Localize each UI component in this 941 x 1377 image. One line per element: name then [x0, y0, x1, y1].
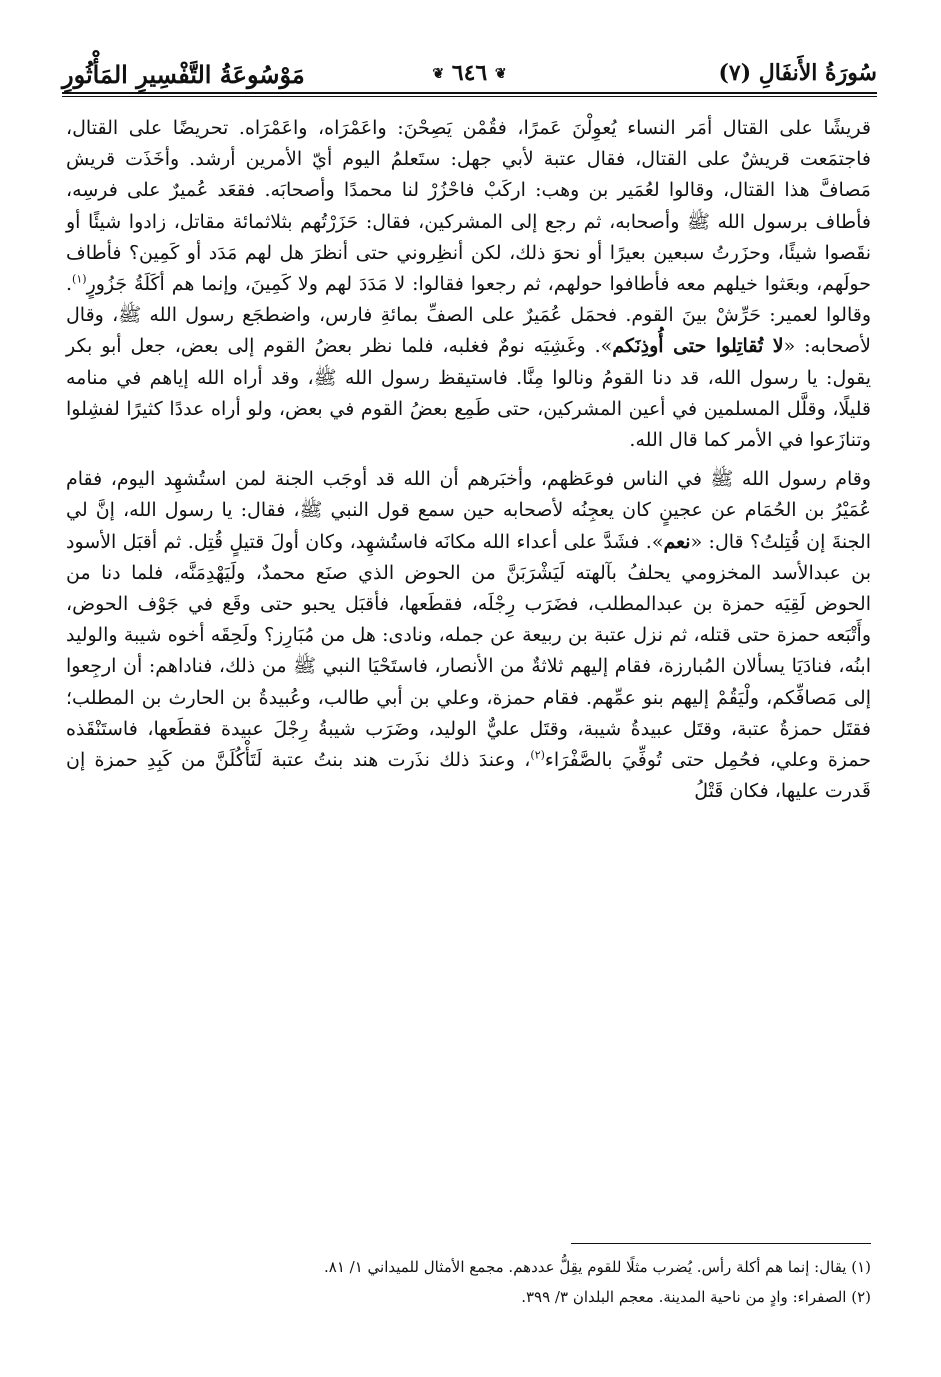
text-line: نقَصوا شيئًا، وحزَرتُ سبعين بعيرًا أو نحوَ ذلك، لكن أنظِروني حتى أنظرَ هل لهم: [244, 241, 871, 264]
text-line: بكر يقول: يا رسول الله، قد دنا القومُ ونالوا مِنَّا. فاستيقظ رسول الله ﷺ، وقد: [66, 335, 871, 389]
text-line: اركَبْ فاحْزُرْ لنا محمدًا وأصحابَه. فقعَد عُميرٌ على فرسِه، فأطاف برسول الله ﷺ: [66, 179, 871, 233]
footnotes: [66, 1252, 871, 1312]
page-header: [62, 58, 877, 98]
book-title: مَوْسُوعَةُ التَّفْسِيرِ المَأْثُورِ: [62, 60, 305, 89]
text-line: ،: [524, 749, 531, 772]
text-line: وقَع في جَوْف الحوض، وأَتْبَعه حمزة حتى قتله، ثم نزل عتبة بن ربيعة عن جمله،: [66, 593, 871, 647]
ornament-right-icon: ❦: [494, 66, 507, 82]
text-line: القوم في بعض، ولو أراه عددًا كثيرًا لفشِلوا وتنازَعوا في الأمر كما قال الله.: [66, 397, 871, 452]
paragraph-2: [66, 464, 871, 807]
text-line: قريشًا على القتال أمَر النساء يُعوِلْنَ عَمرًا، فقُمْن يَصِحْنَ: واعَمْرَاه، واعَمْرَاه.: [238, 117, 871, 139]
header-rule: [62, 92, 877, 94]
ornament-left-icon: ❦: [432, 66, 445, 82]
footnote-2: (٢) الصفراء: وادٍ من ناحية المدينة. معجم البلدان ٣/ ٣٩٩.: [521, 1288, 871, 1306]
text-line: النبي ﷺ، فقال: يا رسول الله، إنَّ لي الجنةَ إن قُتِلتُ؟ قال: «: [66, 499, 871, 553]
text-line: ». وغَشِيَه نومٌ فغلبه، فلما نظر بعضُ القوم إلى بعض، جعل أبو: [101, 335, 613, 358]
text-line: أعداء الله مكانَه فاستُشهِد، وكان أولَ قتيلٍ قُتِل. ثم أقبَل الأسود بن عبدالأسد: [66, 530, 871, 584]
text-line: وأصحابه، ثم رجع إلى المشركين، فقال: حَزَرْتُهم بثلاثمائة مقاتل، زادوا شيئًا أو: [66, 210, 680, 233]
text-line: ». فشَدَّ على: [563, 530, 664, 553]
header-rule-thin: [62, 96, 877, 97]
text-line: من الحوض لَقِيَه حمزة بن عبدالمطلب، فضَرَب رِجْلَه، فقطَعها، فأقبَل يحبو حتى: [66, 561, 871, 616]
footnote-separator: [571, 1243, 871, 1244]
page-number: ٦٤٦: [451, 60, 488, 86]
hadith-quote: لا تُقاتِلوا حتى أُوذِنَكم: [612, 335, 784, 358]
text-line: . وقالوا لعمير: حَرِّشْ بينَ القوم.: [66, 273, 871, 327]
text-line: شيبةُ رِجْلَ عبيدة فقطَعها، فاستَنْقَذه حمزة وعلي، فحُمِل حتى تُوفِّيَ بالصَّفْرَاء: [66, 717, 871, 772]
paragraph-1: [66, 113, 871, 456]
text-line: اليوم أيّ الأمرين أرشد. وأخَذَت قريش مَصافَّ هذا القتال، وقالوا لعُمَير بن وهب:: [66, 148, 871, 202]
text-line: مَصافِّكم، ولْيَقُمْ إليهم بنو عمِّهم. فقام حمزة، وعلي بن أبي طالب، وعُبيدةُ بن: [231, 686, 837, 709]
text-line: فحمَل عُمَيرٌ على الصفِّ بمائةِ فارس، واضطجَع رسول الله ﷺ، وقال لأصحابه: «: [66, 304, 871, 358]
footnote-2-marker[interactable]: (٢): [530, 748, 545, 762]
text-line: استُشهِد اليوم، فقام عُمَيْرُ بن الحُمَام عن عجينٍ كان يعجِنُه لأصحابه حين سمع قول: [66, 468, 872, 522]
footnote-1-marker[interactable]: (١): [72, 272, 87, 286]
text-line: لا مَدَدَ لهم ولا كَمِينَ، وإنما هم أكَلَةُ جَزُورٍ: [86, 273, 406, 296]
footnote-1: (١) يقال: إنما هم أكلة رأس. يُضرب مثلًا للقوم يقِلُّ عددهم. مجمع الأمثال للميداني ١/ ٨١.: [323, 1258, 871, 1276]
main-text: [66, 113, 871, 807]
text-line: ونادى: هل من مُبَارِز؟ ولَحِقَه أخوه شيبة والوليد ابنُه، فنادَيَا يسألان المُبارزة، فقام: [66, 624, 871, 678]
text-line: إليهم ثلاثةٌ من الأنصار، فاستَحْيَا النبي ﷺ من ذلك، فناداهم: أن ارجِعوا إلى: [66, 655, 871, 709]
text-line: مَدَد أو كَمِين؟ فأطاف حولَهم، وبعَثوا خيلهم معه فأطافوا حولهم، ثم رجعوا فقالوا:: [66, 241, 871, 296]
text-line: وقام رسول الله ﷺ في الناس فوعَظهم، وأخبَرهم أن الله قد أوجَب الجنة لمن: [234, 468, 871, 491]
text-line: وعندَ ذلك نذَرت هند بنتُ عتبة لَتَأْكُلَنَّ من كَبِدِ حمزة إن قَدرت عليها، فكان قَتْلُ: [66, 749, 871, 803]
text-line: تحريضًا على القتال، فاجتمَعت قريشٌ على القتال، فقال عتبة لأبي جهل: ستَعلمُ: [66, 117, 871, 171]
text-line: الحارث بن المطلب؛ فقتَل حمزةُ عتبة، وقتَل عبيدةُ شيبة، وقتَل عليٌّ الوليد، وضَرَب: [66, 686, 871, 740]
text-line: المخزومي يحلفُ بآلهته لَيَشْرَبَنَّ من الحوض الذي صنَع محمدٌ، ولَيَهْدِمَنَّه، فلما دنا: [101, 561, 762, 584]
text-line: أراه الله إياهم في منامه قليلًا، وقلَّل المسلمين في أعين المشركين، حتى طَمِع بعضُ: [66, 366, 872, 420]
surah-title: سُورَةُ الأَنفَالِ (٧): [718, 60, 877, 86]
hadith-quote: نعم: [663, 530, 691, 553]
